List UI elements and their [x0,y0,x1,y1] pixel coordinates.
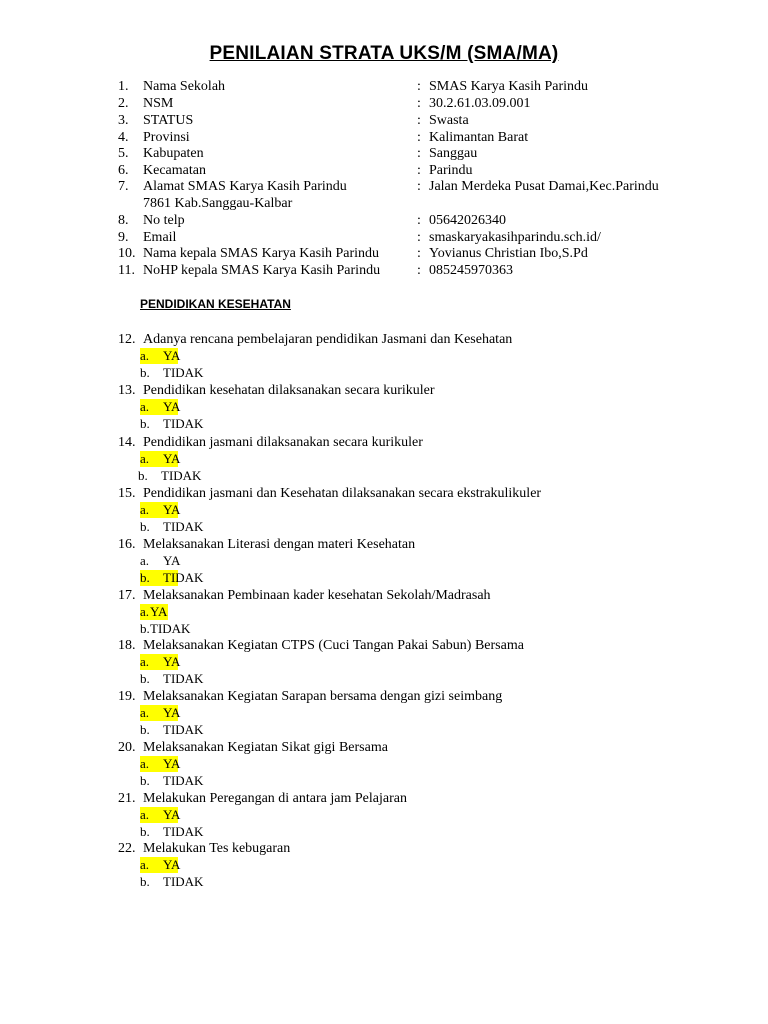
info-colon: : [417,213,421,228]
option-text: YA [163,348,181,363]
option-text: YA [163,399,181,414]
info-value: Parindu [429,163,473,178]
option-text: TIDAK [163,519,204,534]
option-text: YA [163,654,181,669]
option-letter: b. [140,621,150,636]
question-number: 20. [118,740,136,755]
option-text: TIDAK [161,468,202,483]
info-label: NoHP kepala SMAS Karya Kasih Parindu [143,263,381,278]
option-letter: b. [140,416,150,431]
info-label: Nama Sekolah [143,79,226,94]
info-number: 5. [118,146,129,161]
info-label: Nama kepala SMAS Karya Kasih Parindu [143,246,380,261]
document-title: PENILAIAN STRATA UKS/M (SMA/MA) [209,43,559,64]
info-colon: : [417,113,421,128]
option-text: TIDAK [163,824,204,839]
option-a-selected [140,451,181,467]
question-number: 12. [118,332,136,347]
option-a-selected [140,604,168,620]
info-label: Alamat SMAS Karya Kasih Parindu [143,179,347,194]
option-letter: a. [140,604,150,619]
info-label: Email [143,230,177,245]
option-a-selected [140,807,181,823]
info-value: Jalan Merdeka Pusat Damai,Kec.Parindu [429,179,659,194]
info-colon: : [417,179,421,194]
option-letter: a. [140,705,150,720]
info-label: Kabupaten [143,146,204,161]
info-number: 2. [118,96,129,111]
question-text: Melakukan Peregangan di antara jam Pelajaran [143,791,407,806]
info-colon: : [417,146,421,161]
question-text: Pendidikan jasmani dan Kesehatan dilaksanakan secara ekstrakulikuler [143,486,542,501]
question-text: Pendidikan kesehatan dilaksanakan secara kurikuler [143,383,435,398]
info-number: 11. [118,263,135,278]
option-letter: a. [140,399,150,414]
option-letter: b. [138,468,148,483]
option-letter: b. [140,671,150,686]
option-letter: a. [140,654,150,669]
info-label: STATUS [143,113,194,128]
option-a-selected [140,502,181,518]
option-letter: a. [140,807,150,822]
question-text: Adanya rencana pembelajaran pendidikan Jasmani dan Kesehatan [143,332,513,347]
info-label-continuation: 7861 Kab.Sanggau-Kalbar [143,196,293,211]
question-number: 15. [118,486,136,501]
info-colon: : [417,96,421,111]
question-number: 16. [118,537,136,552]
info-number: 8. [118,213,129,228]
option-text: YA [163,502,181,517]
question-text: Melaksanakan Kegiatan CTPS (Cuci Tangan Pakai Sabun) Bersama [143,638,524,653]
question-text: Pendidikan jasmani dilaksanakan secara kurikuler [143,435,423,450]
option-letter: a. [140,553,150,568]
info-value: Yovianus Christian Ibo,S.Pd [429,246,588,261]
info-colon: : [417,163,421,178]
question-text: Melaksanakan Kegiatan Sikat gigi Bersama [143,740,388,755]
option-a-selected [140,399,181,415]
question-text: Melaksanakan Literasi dengan materi Kesehatan [143,537,416,552]
option-text: TIDAK [163,773,204,788]
info-value: 30.2.61.03.09.001 [429,96,531,111]
option-text: TIDAK [163,671,204,686]
option-text: TIDAK [163,570,204,585]
option-text: TIDAK [163,365,204,380]
option-text: TIDAK [150,621,191,636]
option-text: YA [163,857,181,872]
option-letter: b. [140,570,150,585]
question-text: Melaksanakan Kegiatan Sarapan bersama dengan gizi seimbang [143,689,503,704]
option-a-selected [140,857,181,873]
option-text: YA [150,604,168,619]
option-letter: b. [140,773,150,788]
info-colon: : [417,79,421,94]
option-letter: b. [140,874,150,889]
option-text: TIDAK [163,416,204,431]
option-a-selected [140,348,181,364]
option-text: TIDAK [163,874,204,889]
question-text: Melakukan Tes kebugaran [143,841,291,856]
info-number: 4. [118,130,129,145]
info-value: Kalimantan Barat [429,130,529,145]
option-text: YA [163,553,181,568]
option-letter: b. [140,365,150,380]
option-letter: a. [140,857,150,872]
option-letter: a. [140,502,150,517]
info-label: No telp [143,213,185,228]
info-colon: : [417,246,421,261]
option-letter: b. [140,722,150,737]
info-value: 085245970363 [429,263,513,278]
info-value: Sanggau [429,146,478,161]
question-text: Melaksanakan Pembinaan kader kesehatan Sekolah/Madrasah [143,588,491,603]
info-number: 3. [118,113,129,128]
option-a-selected [140,705,181,721]
option-a-selected [140,654,181,670]
option-letter: b. [140,519,150,534]
info-colon: : [417,263,421,278]
info-number: 1. [118,79,129,94]
option-a-selected [140,756,181,772]
section-title: PENDIDIKAN KESEHATAN [140,297,291,311]
question-number: 21. [118,791,136,806]
info-value: SMAS Karya Kasih Parindu [429,79,589,94]
question-number: 22. [118,841,136,856]
option-text: YA [163,807,181,822]
option-text: YA [163,451,181,466]
option-letter: a. [140,348,150,363]
option-letter: b. [140,824,150,839]
question-number: 14. [118,435,136,450]
info-number: 6. [118,163,129,178]
option-text: YA [163,705,181,720]
question-number: 13. [118,383,136,398]
info-value: Swasta [429,113,469,128]
question-number: 18. [118,638,136,653]
info-number: 7. [118,179,129,194]
question-number: 19. [118,689,136,704]
option-text: TIDAK [163,722,204,737]
info-colon: : [417,130,421,145]
option-text: YA [163,756,181,771]
info-colon: : [417,230,421,245]
question-number: 17. [118,588,136,603]
option-letter: a. [140,451,150,466]
info-label: Provinsi [143,130,190,145]
info-number: 9. [118,230,129,245]
info-label: NSM [143,96,174,111]
option-b-selected [140,570,204,586]
info-value: smaskaryakasihparindu.sch.id/ [429,230,601,245]
info-value: 05642026340 [429,213,506,228]
info-label: Kecamatan [143,163,206,178]
info-number: 10. [118,246,136,261]
option-letter: a. [140,756,150,771]
